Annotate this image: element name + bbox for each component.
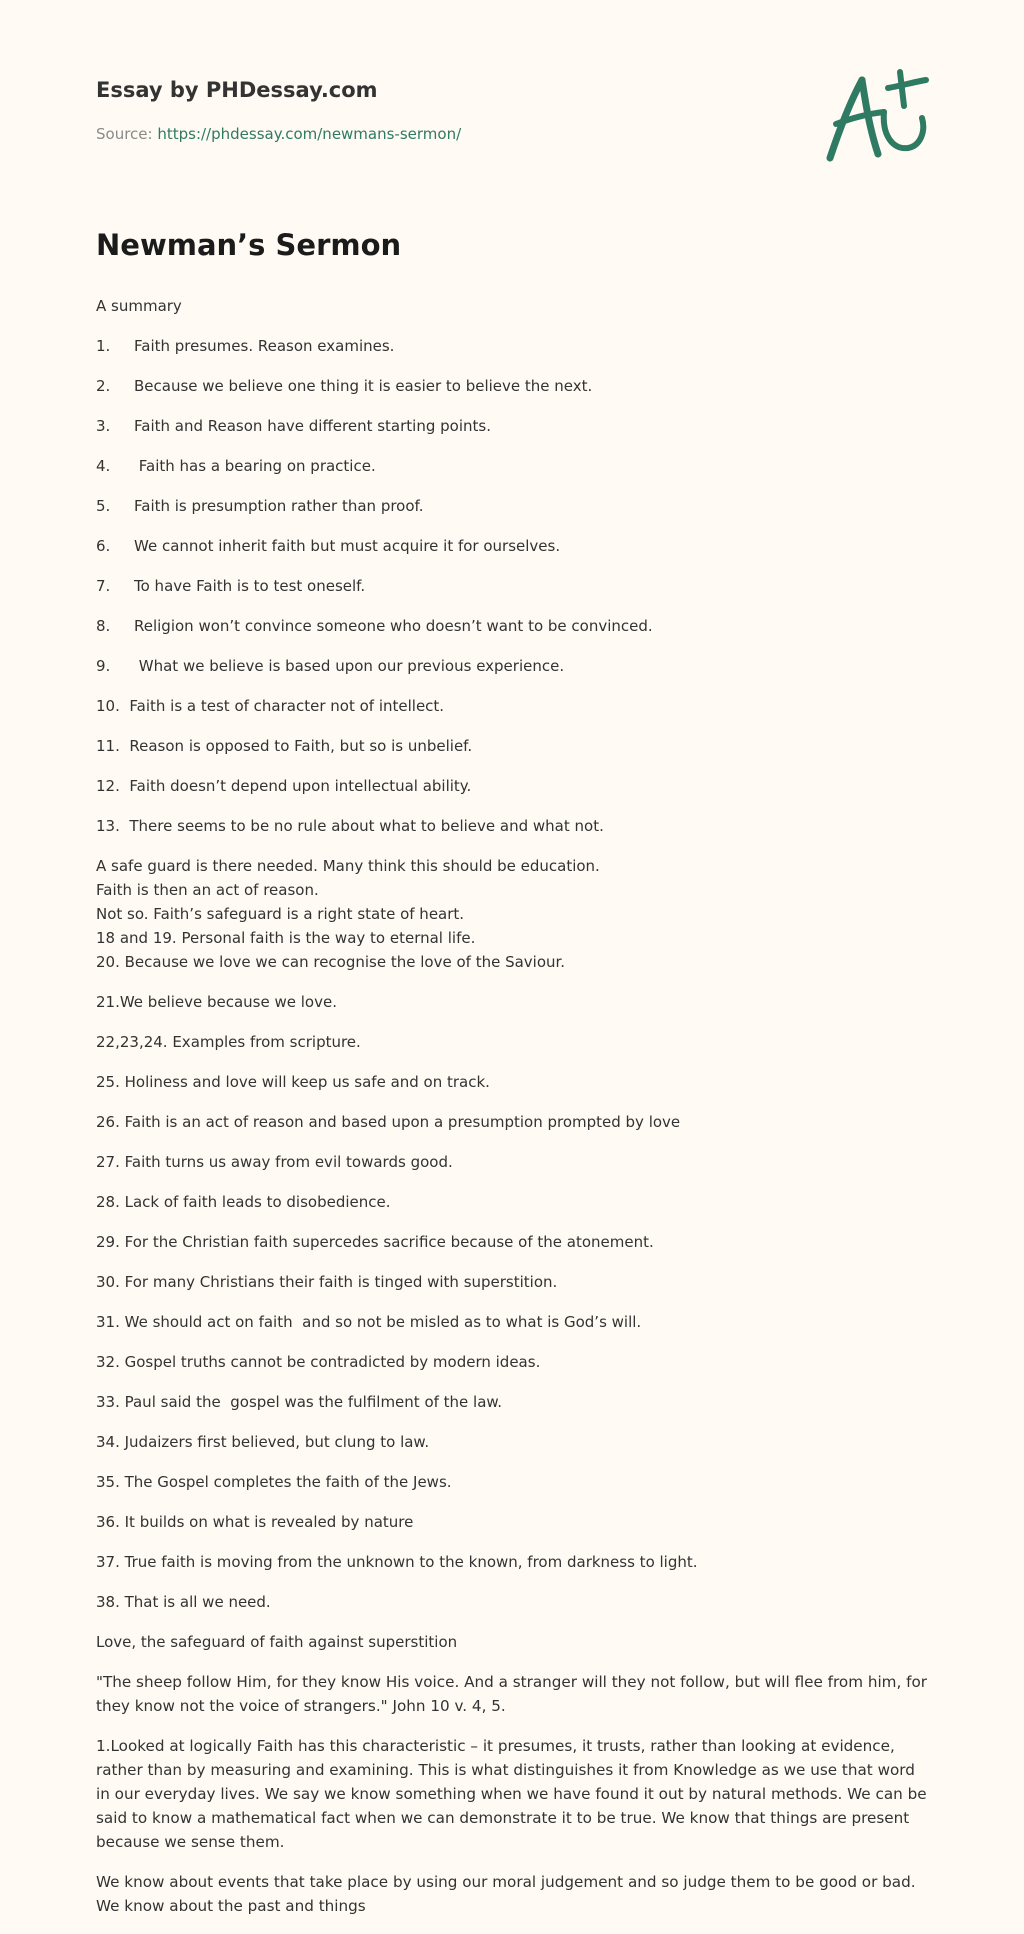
paragraph: 27. Faith turns us away from evil towards good. — [96, 1153, 453, 1171]
source-line — [96, 124, 696, 144]
site-title: Essay by PHDessay.com — [96, 78, 378, 102]
paragraph: 38. That is all we need. — [96, 1593, 271, 1611]
paragraph: 30. For many Christians their faith is tinged with superstition. — [96, 1273, 558, 1291]
paragraph: 26. Faith is an act of reason and based upon a presumption prompted by love — [96, 1113, 681, 1131]
page-header — [96, 76, 696, 144]
essay-content — [96, 218, 932, 1934]
block-line: A safe guard is there needed. Many think this should be education. — [96, 857, 600, 875]
paragraph: 25. Holiness and love will keep us safe and on track. — [96, 1073, 490, 1091]
intro-text: A summary — [96, 297, 182, 315]
block-line: 20. Because we love we can recognise the love of the Saviour. — [96, 953, 566, 971]
list-item: 12. Faith doesn’t depend upon intellectual ability. — [96, 777, 472, 795]
a-plus-logo-icon[interactable] — [822, 66, 932, 166]
list-item: 13. There seems to be no rule about what to believe and what not. — [96, 817, 604, 835]
paragraph: 29. For the Christian faith supercedes sacrifice because of the atonement. — [96, 1233, 654, 1251]
scripture-quote: "The sheep follow Him, for they know His voice. And a stranger will they not follow, but will flee from him, for they know not the voice of strangers." John 10 v. 4, 5. — [96, 1673, 928, 1715]
body-paragraph: 1.Looked at logically Faith has this characteristic – it presumes, it trusts, rather than looking at evidence, rather than by measuring and examining. This is what distinguishes it from Knowledge as we use that word in our everyday lives. We say we know something when we have found it out by natural methods. We can be said to know a mathematical fact when we can demonstrate it to be true. We know that things are present because we sense them. — [96, 1737, 927, 1851]
list-item: 7. To have Faith is to test oneself. — [96, 577, 366, 595]
paragraph: 37. True faith is moving from the unknown to the known, from darkness to light. — [96, 1553, 698, 1571]
source-label: Source: — [96, 125, 158, 143]
paragraph: 34. Judaizers first believed, but clung to law. — [96, 1433, 430, 1451]
block-line: 18 and 19. Personal faith is the way to eternal life. — [96, 929, 476, 947]
list-item: 8. Religion won’t convince someone who doesn’t want to be convinced. — [96, 617, 653, 635]
body-paragraph: We know about events that take place by using our moral judgement and so judge them to be good or bad. We know about the past and things — [96, 1873, 916, 1915]
list-item: 5. Faith is presumption rather than proof. — [96, 497, 424, 515]
list-item: 4. Faith has a bearing on practice. — [96, 457, 376, 475]
list-item: 10. Faith is a test of character not of intellect. — [96, 697, 445, 715]
paragraph: 36. It builds on what is revealed by nature — [96, 1513, 414, 1531]
paragraph: 35. The Gospel completes the faith of the Jews. — [96, 1473, 452, 1491]
block-line: Faith is then an act of reason. — [96, 881, 319, 899]
paragraph: 21.We believe because we love. — [96, 993, 337, 1011]
list-item: 2. Because we believe one thing it is easier to believe the next. — [96, 377, 593, 395]
paragraph: 22,23,24. Examples from scripture. — [96, 1033, 361, 1051]
document-title: Newman’s Sermon — [96, 228, 402, 262]
paragraph: 28. Lack of faith leads to disobedience. — [96, 1193, 391, 1211]
list-item: 9. What we believe is based upon our previous experience. — [96, 657, 565, 675]
list-item: 1. Faith presumes. Reason examines. — [96, 337, 395, 355]
list-item: 3. Faith and Reason have different starting points. — [96, 417, 491, 435]
paragraph: 33. Paul said the gospel was the fulfilment of the law. — [96, 1393, 503, 1411]
section-heading: Love, the safeguard of faith against superstition — [96, 1633, 458, 1651]
paragraph: 31. We should act on faith and so not be misled as to what is God’s will. — [96, 1313, 642, 1331]
block-line: Not so. Faith’s safeguard is a right state of heart. — [96, 905, 465, 923]
safeguard-block — [96, 854, 932, 974]
paragraph: 32. Gospel truths cannot be contradicted by modern ideas. — [96, 1353, 541, 1371]
source-link[interactable]: https://phdessay.com/newmans-sermon/ — [157, 125, 462, 143]
list-item: 11. Reason is opposed to Faith, but so is unbelief. — [96, 737, 473, 755]
list-item: 6. We cannot inherit faith but must acquire it for ourselves. — [96, 537, 561, 555]
